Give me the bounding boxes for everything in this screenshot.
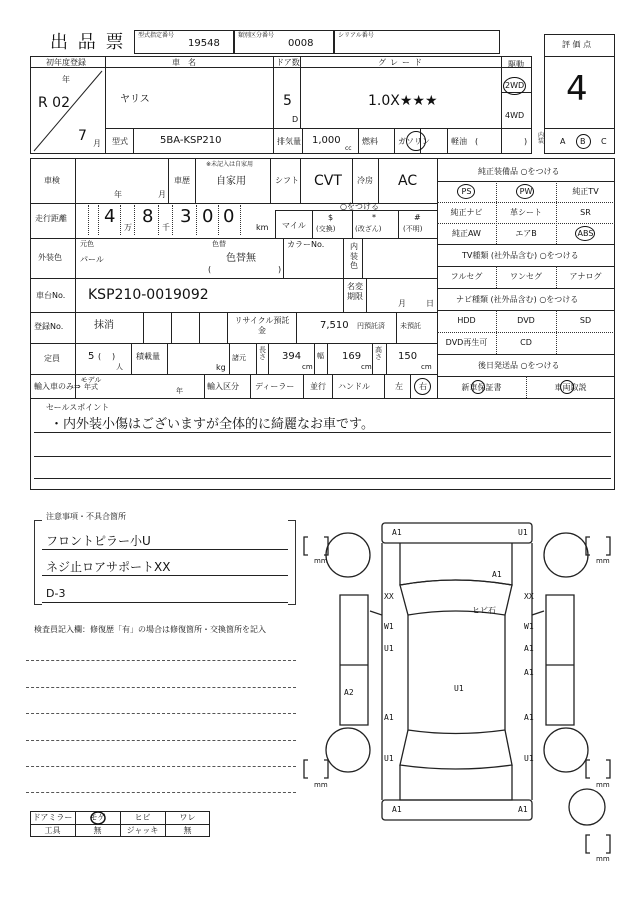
aircon-value: AC — [398, 173, 418, 189]
dmg-left-quarter: U1 — [384, 754, 394, 763]
shaken-year: 年 — [114, 190, 122, 199]
mileage-digit-1: 4 — [104, 206, 116, 227]
orig-color-value: パール — [80, 255, 104, 264]
dmg-roof: U1 — [454, 684, 464, 693]
displacement-label: 排気量 — [277, 137, 301, 146]
handle-label: ハンドル — [338, 382, 370, 391]
height-value: 150 — [398, 351, 418, 362]
sales-label: セールスポイント — [46, 403, 110, 412]
mm-unit-rl: mm — [314, 781, 328, 789]
later-title: 後日発送品 ○をつける — [478, 361, 560, 370]
equip-tv: 純正TV — [572, 187, 599, 196]
doors-label: ドア数 — [276, 58, 300, 67]
width-label: 幅 — [317, 352, 324, 360]
drive-label: 駆動 — [508, 60, 524, 69]
doors-value: 5 — [283, 93, 292, 109]
dmg-windshield: ヒビ石 — [472, 606, 496, 615]
color-label: 外装色 — [38, 253, 62, 262]
interior-a: A — [560, 137, 566, 146]
capacity-paren-l: ( — [98, 352, 102, 361]
car-name: ヤリス — [120, 94, 150, 105]
meter-opt-dollar: $ — [328, 213, 334, 222]
first-reg-month: 7 — [78, 128, 87, 144]
equip-airbag: エアB — [515, 229, 537, 238]
dmg-right-quarter: U1 — [524, 754, 534, 763]
mileage-sen: 千 — [162, 223, 170, 232]
tv-fullseg: フルセグ — [450, 272, 483, 281]
drive-4wd: 4WD — [505, 111, 525, 120]
mileage-digit-2: 8 — [142, 206, 154, 227]
equip-abs-circle — [575, 226, 595, 241]
height-label: 高さ — [375, 346, 382, 361]
car-damage-diagram — [300, 515, 630, 875]
equip-navi: 純正ナビ — [450, 208, 483, 217]
later-warranty-circle — [471, 380, 485, 394]
meter-note: ○をつける — [340, 202, 379, 211]
later-warranty: 新車保証書 — [461, 383, 502, 392]
doors-sub: D — [292, 115, 299, 124]
model-year-label: モデル年式 — [80, 376, 102, 391]
dims-label: 諸元 — [232, 354, 246, 362]
capacity-paren-r: ) — [112, 352, 116, 361]
inspector-label: 検査員記入欄：修復歴「有」の場合は修復箇所・交換箇所を記入 — [34, 625, 266, 634]
score-label: 評 価 点 — [562, 40, 592, 49]
serial-label: シリアル番号 — [338, 32, 374, 39]
equip-ps: PS — [461, 187, 472, 196]
ruibetsu-value: 0008 — [288, 38, 314, 49]
fuel-label: 燃料 — [362, 137, 378, 146]
interior-b: B — [580, 137, 586, 146]
fuel-value: ガソリン — [398, 137, 430, 146]
dmg-left-rear-door: A2 — [344, 688, 354, 697]
mirror-label: ドアミラー — [32, 813, 73, 822]
form-title: 出 品 票 — [50, 32, 126, 53]
equip-title: 純正装備品 ○をつける — [478, 167, 560, 176]
name-change-month: 月 — [398, 299, 406, 308]
meter-opt-hash: # — [414, 213, 421, 222]
mileage-man: 万 — [124, 223, 132, 232]
note-line-3: D-3 — [46, 587, 66, 600]
note-line-2: ネジ止ロアサポートXX — [46, 560, 171, 574]
aircon-label: 冷房 — [357, 176, 373, 185]
kg-unit: kg — [216, 363, 226, 372]
dmg-left-front-door: U1 — [384, 644, 394, 653]
cc-unit: cc — [345, 145, 352, 152]
navi-dvd-play: DVD再生可 — [445, 338, 488, 347]
capacity-value: 5 — [88, 351, 95, 362]
mileage-digit-4: 0 — [202, 206, 214, 227]
model-value: 5BA-KSP210 — [160, 135, 222, 146]
mm-unit-spare: mm — [596, 855, 610, 863]
height-unit: cm — [421, 363, 432, 371]
repaint-label: 色替 — [212, 240, 226, 248]
load-label: 積載量 — [136, 352, 160, 361]
paren-left: ( — [475, 137, 479, 146]
mirror-moge: モゲ — [89, 813, 106, 822]
note-line-1: フロントピラー小U — [46, 534, 151, 548]
interior-b-circle — [576, 134, 591, 149]
equip-ps-circle — [457, 184, 475, 199]
displacement-value: 1,000 — [312, 135, 341, 146]
repaint-paren-l: ( — [208, 265, 212, 274]
shareki-label: 車歴 — [174, 176, 190, 185]
model-label: 型式 — [112, 137, 128, 146]
dmg-right-fender: XX — [524, 592, 534, 601]
import-label: 輸入車のみ⇒ — [34, 382, 81, 391]
equip-leather: 革シート — [510, 208, 542, 217]
shift-label: シフト — [275, 176, 299, 185]
equip-pw: PW — [519, 187, 533, 196]
equip-abs: ABS — [577, 229, 594, 238]
capacity-sub: 人 — [116, 363, 123, 371]
equip-aw: 純正AW — [452, 229, 481, 238]
notes-label: 注意事項・不具合箇所 — [46, 512, 126, 521]
fuel-circle — [406, 131, 426, 151]
reg-label: 登録No. — [34, 322, 64, 331]
mm-unit-fr: mm — [596, 557, 610, 565]
navi-hdd: HDD — [457, 316, 476, 325]
import-parallel: 並行 — [310, 382, 326, 391]
tv-analog: アナログ — [569, 272, 602, 281]
month-unit: 月 — [93, 139, 101, 148]
later-manual: 車両取説 — [554, 383, 587, 392]
name-change-label: 名変期限 — [347, 282, 363, 301]
shareki-note: ※未記入は自家用 — [206, 161, 254, 168]
repaint-value: 色替無 — [226, 253, 256, 264]
repaint-paren-r: ) — [278, 265, 282, 274]
meter-opt-star: * — [372, 213, 376, 222]
mirror-hibi: ヒビ — [134, 813, 151, 822]
interior-color-label: 内装色 — [350, 242, 358, 271]
first-reg-label: 初年度登録 — [46, 58, 86, 67]
diesel-label: 軽油 — [451, 137, 467, 146]
dmg-rear-bumper-left: A1 — [392, 805, 402, 814]
mm-unit-fl: mm — [314, 557, 328, 565]
mileage-digit-5: 0 — [223, 206, 235, 227]
mm-unit-rr: mm — [596, 781, 610, 789]
katashiki-value: 19548 — [188, 38, 220, 49]
model-year-unit: 年 — [176, 387, 183, 395]
interior-c: C — [601, 137, 607, 146]
mirror-ware: ワレ — [179, 813, 196, 822]
drive-2wd-circle — [503, 77, 526, 95]
orig-color-label: 元色 — [80, 240, 94, 248]
meter-opt-dollar-sub: (交換) — [316, 225, 336, 233]
name-change-day: 日 — [426, 299, 434, 308]
dmg-front-bumper-right: U1 — [518, 528, 528, 537]
meter-opt-hash-sub: (不明) — [403, 225, 423, 233]
mileage-digit-3: 3 — [180, 206, 192, 227]
chassis-label: 車台No. — [36, 291, 66, 300]
recycle-unit: 円預託済 — [357, 322, 385, 330]
tools-label: 工具 — [44, 826, 61, 835]
recycle-value: 7,510 — [320, 320, 349, 331]
tools-value: 無 — [93, 826, 102, 835]
paren-right: ) — [524, 137, 528, 146]
drive-2wd: 2WD — [505, 81, 525, 90]
import-dealer: ディーラー — [255, 382, 295, 391]
ruibetsu-label: 類別区分番号 — [238, 32, 275, 39]
dmg-right-rear-fender: A1 — [524, 713, 534, 722]
handle-right-circle — [414, 378, 431, 395]
import-type-label: 輸入区分 — [207, 382, 239, 391]
shareki-value: 自家用 — [216, 176, 246, 187]
shaken-label: 車検 — [44, 176, 60, 185]
dmg-right-step: A1 — [524, 668, 534, 677]
recycle-label: リサイクル預託金 — [234, 316, 290, 335]
equip-sr: SR — [580, 208, 591, 217]
length-value: 394 — [282, 351, 302, 362]
shift-value: CVT — [314, 173, 342, 189]
sales-text: ・内外装小傷はございますが全体的に綺麗なお車です。 — [50, 417, 374, 432]
tv-oneseg: ワンセグ — [510, 272, 542, 281]
length-unit: cm — [302, 363, 313, 371]
dmg-hood: A1 — [492, 570, 502, 579]
car-name-label: 車 名 — [172, 58, 196, 67]
interior-label: 内装 — [538, 132, 545, 145]
dmg-left-rear-fender: A1 — [384, 713, 394, 722]
navi-dvd: DVD — [517, 316, 535, 325]
width-unit: cm — [361, 363, 372, 371]
dmg-rear-bumper-right: A1 — [518, 805, 528, 814]
grade-label: グレード — [378, 58, 426, 67]
equip-pw-circle — [516, 184, 534, 199]
handle-right: 右 — [419, 382, 427, 391]
score-value: 4 — [566, 69, 588, 109]
capacity-label: 定員 — [44, 354, 60, 363]
year-unit: 年 — [62, 75, 70, 84]
dmg-left-pillar: W1 — [384, 622, 394, 631]
dmg-right-pillar: W1 — [524, 622, 534, 631]
meter-opt-star-sub: (改ざん) — [355, 225, 382, 233]
width-value: 169 — [342, 351, 362, 362]
reg-value: 抹消 — [94, 320, 114, 331]
handle-left: 左 — [395, 382, 403, 391]
shaken-month: 月 — [158, 190, 166, 199]
color-no-label: カラーNo. — [287, 240, 325, 249]
jack-value: 無 — [183, 826, 192, 835]
km-unit: km — [256, 223, 269, 232]
length-label: 長さ — [259, 346, 266, 361]
navi-cd: CD — [520, 338, 532, 347]
dmg-left-fender: XX — [384, 592, 394, 601]
jack-label: ジャッキ — [126, 826, 159, 835]
grade-value: 1.0X★★★ — [368, 93, 438, 109]
first-reg-era: R 02 — [38, 95, 70, 111]
tv-title: TV種類 (社外品含む) ○をつける — [462, 251, 579, 260]
katashiki-label: 型式指定番号 — [138, 32, 175, 39]
mile-label: マイル — [282, 221, 306, 230]
navi-sd: SD — [579, 316, 592, 325]
later-manual-circle — [560, 380, 574, 394]
mileage-label: 走行距離 — [35, 214, 67, 223]
chassis-value: KSP210-0019092 — [88, 287, 209, 303]
navi-title: ナビ種類 (社外品含む) ○をつける — [456, 295, 579, 304]
dmg-front-bumper-left: A1 — [392, 528, 402, 537]
recycle-not: 未預託 — [400, 322, 421, 330]
dmg-right-front-door: A1 — [524, 644, 534, 653]
